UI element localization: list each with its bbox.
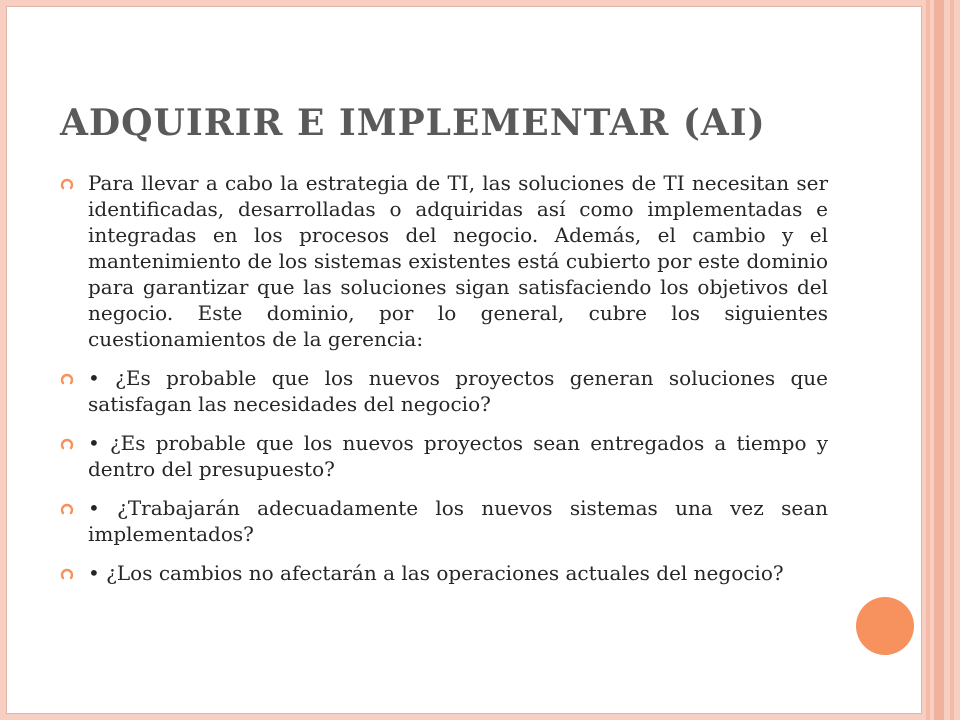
list-item-text: • ¿Trabajarán adecuadamente los nuevos sistemas una vez sean implementados? bbox=[88, 496, 828, 546]
list-item-text: • ¿Es probable que los nuevos proyectos sean entregados a tiempo y dentro del presupuesto? bbox=[88, 431, 828, 481]
list-item-text: • ¿Es probable que los nuevos proyectos generan soluciones que satisfagan las necesidades del negocio? bbox=[88, 366, 828, 416]
orange-circle-icon bbox=[856, 597, 914, 655]
list-item bbox=[60, 430, 828, 482]
bullet-list bbox=[60, 170, 828, 599]
list-item bbox=[60, 365, 828, 417]
ring-bullet-icon bbox=[60, 568, 74, 582]
list-item bbox=[60, 170, 828, 352]
list-item-text: Para llevar a cabo la estrategia de TI, las soluciones de TI necesitan ser identificadas, desarrolladas o adquiridas así como implementadas e integradas en los procesos del negocio. Además, el cambio y el mantenimiento de los sistemas existentes está cubierto por este dominio para garantizar que las soluciones sigan satisfaciendo los objetivos del negocio. Este dominio, por lo general, cubre los siguientes cuestionamientos de la gerencia: bbox=[88, 171, 828, 351]
list-item bbox=[60, 560, 828, 586]
ring-bullet-icon bbox=[60, 438, 74, 452]
ring-bullet-icon bbox=[60, 503, 74, 517]
decorative-stripe bbox=[950, 0, 954, 720]
decorative-stripe bbox=[934, 0, 944, 720]
list-item-text: • ¿Los cambios no afectarán a las operaciones actuales del negocio? bbox=[88, 561, 784, 585]
decorative-stripe bbox=[926, 0, 930, 720]
slide-title: ADQUIRIR E IMPLEMENTAR (AI) bbox=[60, 102, 766, 144]
ring-bullet-icon bbox=[60, 373, 74, 387]
ring-bullet-icon bbox=[60, 178, 74, 192]
list-item bbox=[60, 495, 828, 547]
